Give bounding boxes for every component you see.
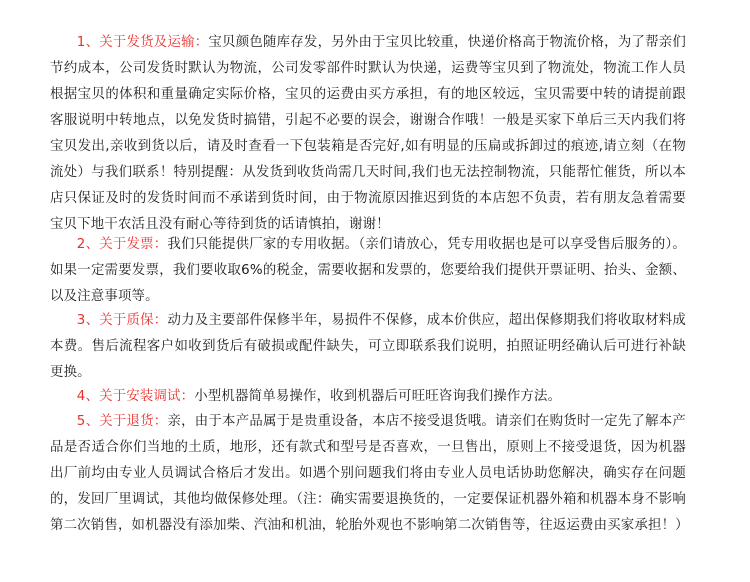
section-body: 小型机器简单易操作，收到机器后可旺旺咨询我们操作方法。 bbox=[194, 389, 562, 404]
section-invoice bbox=[50, 232, 686, 308]
section-body: 宝贝颜色随库存发，另外由于宝贝比较重，快递价格高于物流价格，为了帮亲们节约成本，公司发货时默认为物流，公司发零部件时默认为快递，运费等宝贝到了物流处，物流工作人员根据宝贝的体积和重量确定实际价格，宝贝的运费由买方承担，有的地区较远，宝贝需要中转的请提前跟客服说明中转地点，以免发货时搞错，引起不必要的误会，谢谢合作哦！一般是买家下单后三天内我们将宝贝发出,亲收到货以后，请及时查看一下包装箱是否完好,如有明显的压扁或拆卸过的痕迹,请立刻（在物流处）与我们联系！特别提醒：从发货到收货尚需几天时间,我们也无法控制物流，只能帮忙催货，所以本店只保证及时的发货时间而不承诺到货时间，由于物流原因推迟到货的本店恕不负责，若有朋友急着需要宝贝下地干农活且没有耐心等待到货的话请慎拍，谢谢！ bbox=[50, 35, 686, 232]
section-paragraph bbox=[50, 30, 686, 238]
section-warranty bbox=[50, 308, 686, 384]
section-returns bbox=[50, 409, 689, 539]
section-body: 亲，由于本产品属于是贵重设备，本店不接受退货哦。请亲们在购货时一定先了解本产品是否适合你们当地的土质，地形，还有款式和型号是否喜欢，一旦售出，原则上不接受退货，因为机器出厂前均由专业人员调试合格后才发出。如遇个别问题我们将由专业人员电话协助您解决，确实存在问题的，发回厂里调试，其他均做保修处理。（注：确实需要退换货的，一定要保证机器外箱和机器本身不影响第二次销售，如机器没有添加柴、汽油和机油，轮胎外观也不影响第二次销售等，往返运费由买家承担！） bbox=[50, 414, 689, 533]
section-heading: 3、关于质保： bbox=[76, 313, 168, 328]
section-paragraph bbox=[50, 308, 686, 386]
section-heading: 1、关于发货及运输： bbox=[76, 35, 209, 50]
section-heading: 5、关于退货： bbox=[76, 414, 168, 429]
section-body: 动力及主要部件保修半年，易损件不保修，成本价供应，超出保修期我们将收取材料成本费。售后流程客户如收到货后有破损或配件缺失，可立即联系我们说明，拍照证明经确认后可进行补缺更换。 bbox=[50, 313, 686, 380]
section-body: 我们只能提供厂家的专用收据。（亲们请放心，凭专用收据也是可以享受售后服务的）。如果一定需要发票，我们要收取6%的税金，需要收据和发票的，您要给我们提供开票证明、抬头、金额、以及注意事项等。 bbox=[50, 237, 686, 304]
section-paragraph bbox=[50, 409, 689, 539]
section-paragraph bbox=[50, 232, 686, 310]
section-shipping bbox=[50, 30, 686, 232]
section-heading: 2、关于发票： bbox=[76, 237, 168, 252]
section-installation bbox=[50, 384, 686, 409]
section-paragraph bbox=[50, 384, 686, 410]
section-heading: 4、关于安装调试： bbox=[76, 389, 195, 404]
